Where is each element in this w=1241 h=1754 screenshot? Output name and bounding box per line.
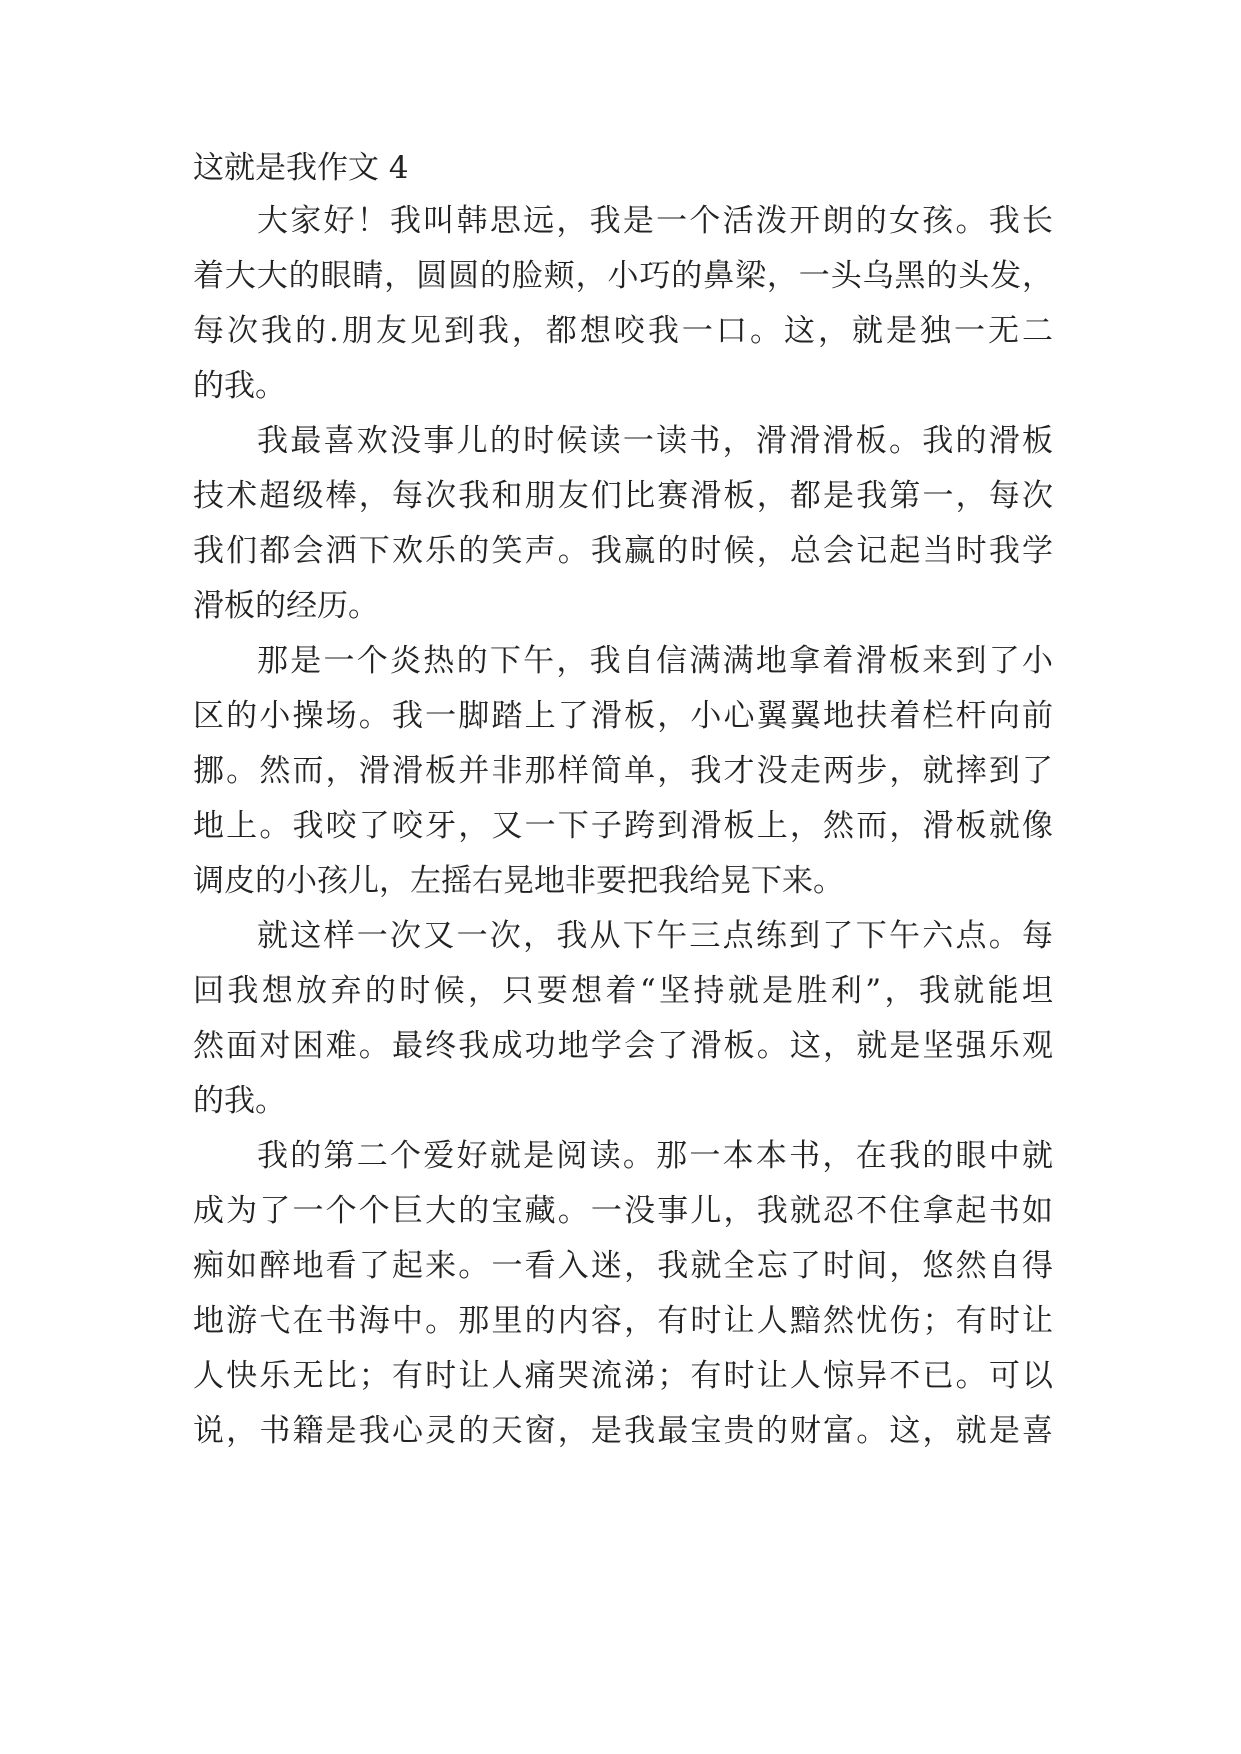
text-line: 成为了一个个巨大的宝藏。一没事儿，我就忍不住拿起书如 [193, 1193, 1053, 1229]
text-line: 的我。 [193, 1083, 286, 1119]
text-line: 调皮的小孩儿，左摇右晃地非要把我给晃下来。 [193, 863, 844, 899]
text-line: 回我想放弃的时候，只要想着“坚持就是胜利”，我就能坦 [193, 973, 1053, 1009]
text-line: 大家好！我叫韩思远，我是一个活泼开朗的女孩。我长 [257, 203, 1053, 239]
text-line: 然面对困难。最终我成功地学会了滑板。这，就是坚强乐观 [193, 1028, 1053, 1064]
text-line: 人快乐无比；有时让人痛哭流涕；有时让人惊异不已。可以 [193, 1358, 1053, 1394]
text-line: 的我。 [193, 368, 286, 404]
text-line: 地上。我咬了咬牙，又一下子跨到滑板上，然而，滑板就像 [193, 808, 1053, 844]
text-line: 区的小操场。我一脚踏上了滑板，小心翼翼地扶着栏杆向前 [193, 698, 1053, 734]
text-line: 滑板的经历。 [193, 588, 379, 624]
text-line: 我最喜欢没事儿的时候读一读书，滑滑滑板。我的滑板 [257, 423, 1053, 459]
text-line: 我的第二个爱好就是阅读。那一本本书，在我的眼中就 [257, 1138, 1053, 1174]
text-line: 就这样一次又一次，我从下午三点练到了下午六点。每 [257, 918, 1053, 954]
text-line: 痴如醉地看了起来。一看入迷，我就全忘了时间，悠然自得 [193, 1248, 1053, 1284]
text-line: 着大大的眼睛，圆圆的脸颊，小巧的鼻梁，一头乌黑的头发， [193, 258, 1053, 294]
text-line: 说，书籍是我心灵的天窗，是我最宝贵的财富。这，就是喜 [193, 1413, 1053, 1449]
text-line: 我们都会洒下欢乐的笑声。我赢的时候，总会记起当时我学 [193, 533, 1053, 569]
text-line: 技术超级棒，每次我和朋友们比赛滑板，都是我第一，每次 [193, 478, 1053, 514]
text-line: 那是一个炎热的下午，我自信满满地拿着滑板来到了小 [257, 643, 1053, 679]
text-line: 每次我的.朋友见到我，都想咬我一口。这，就是独一无二 [193, 313, 1053, 349]
text-line: 挪。然而，滑滑板并非那样简单，我才没走两步，就摔到了 [193, 753, 1053, 789]
document-title: 这就是我作文 4 [193, 150, 409, 186]
text-line: 地游弋在书海中。那里的内容，有时让人黯然忧伤；有时让 [193, 1303, 1053, 1339]
